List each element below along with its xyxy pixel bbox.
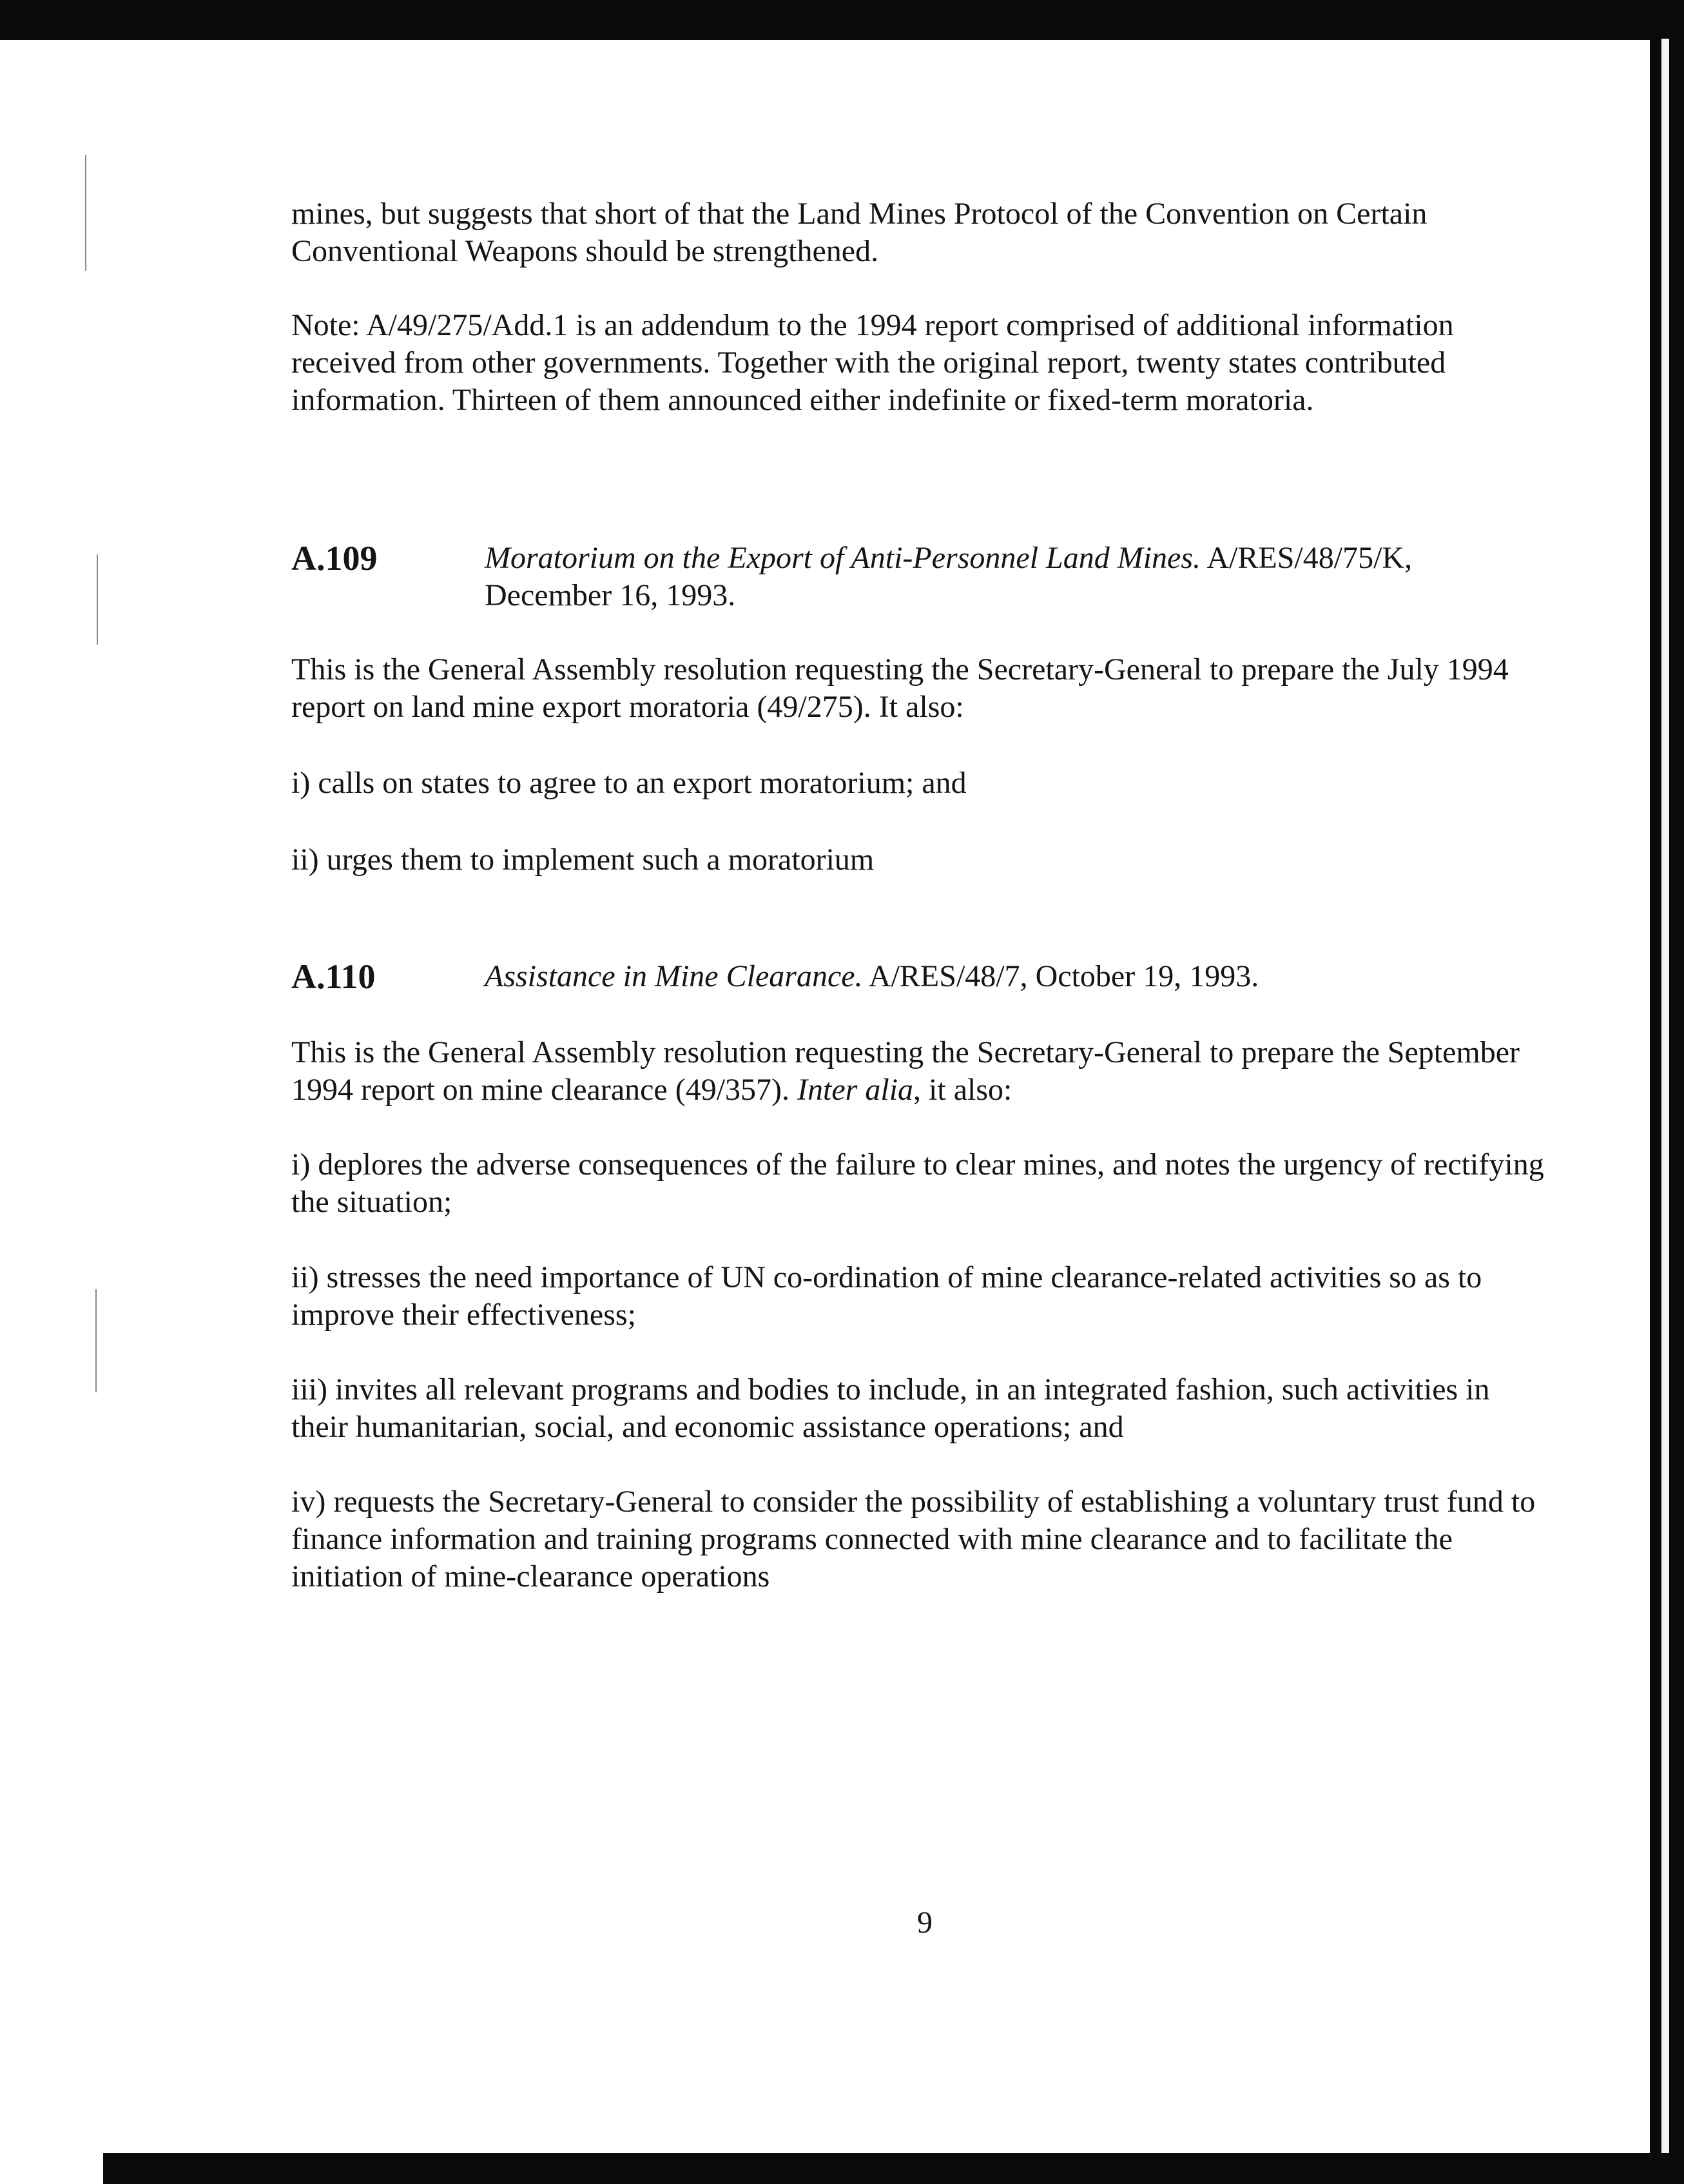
scan-right-strip <box>1661 39 1669 2160</box>
margin-speck <box>95 1289 97 1392</box>
entry-heading-a109 <box>485 540 1542 614</box>
margin-speck <box>85 155 86 271</box>
paragraph-text: This is the General Assembly resolution requesting the Secretary-General to prepare the September 1994 report on mine clearance (49/357). <box>291 1035 1520 1107</box>
paragraph-italic-text: Inter alia <box>797 1073 914 1107</box>
entry-paragraph-a109: This is the General Assembly resolution requesting the Secretary-General to prepare the July 1994 report on land mine export moratoria (49/275). It also: <box>291 652 1509 724</box>
scan-top-border <box>0 0 1684 40</box>
list-item: i) calls on states to agree to an export moratorium; and <box>291 766 967 800</box>
paragraph-text: , it also: <box>913 1073 1012 1107</box>
scan-bottom-border <box>103 2153 1684 2184</box>
list-item: iv) requests the Secretary-General to consider the possibility of establishing a voluntary trust fund to finance information and training programs connected with mine clearance and to facilitate the initiation of mine-clearance operations <box>291 1485 1536 1594</box>
intro-paragraph: mines, but suggests that short of that the Land Mines Protocol of the Convention on Certain Conventional Weapons should be strengthened. <box>291 197 1428 268</box>
entry-heading-a110 <box>485 958 1542 995</box>
entry-title-a110: Assistance in Mine Clearance. <box>485 959 863 993</box>
list-item: ii) stresses the need importance of UN co-ordination of mine clearance-related activities so as to improve their effectiveness; <box>291 1260 1482 1332</box>
list-item: ii) urges them to implement such a moratorium <box>291 843 875 877</box>
entry-title-a109: Moratorium on the Export of Anti-Personnel Land Mines. <box>485 541 1201 575</box>
list-item: i) deplores the adverse consequences of the failure to clear mines, and notes the urgency of rectifying the situation; <box>291 1147 1544 1219</box>
list-item: iii) invites all relevant programs and bodies to include, in an integrated fashion, such activities in their humanitarian, social, and economic assistance operations; and <box>291 1372 1490 1444</box>
entry-paragraph-a110 <box>291 1034 1548 1109</box>
entry-citation-a110: A/RES/48/7, October 19, 1993. <box>868 959 1259 993</box>
margin-speck <box>97 554 98 645</box>
addendum-note: Note: A/49/275/Add.1 is an addendum to the 1994 report comprised of additional information received from other governments. Together with the original report, twenty states contributed information. Thirteen of them announced either indefinite or fixed-term moratoria. <box>291 308 1454 417</box>
page-number: 9 <box>917 1906 933 1940</box>
entry-code-a109: A.109 <box>291 539 378 578</box>
entry-code-a110: A.110 <box>291 957 376 996</box>
entry-citation-a109: A/RES/48/75/K, December 16, 1993. <box>485 541 1413 612</box>
